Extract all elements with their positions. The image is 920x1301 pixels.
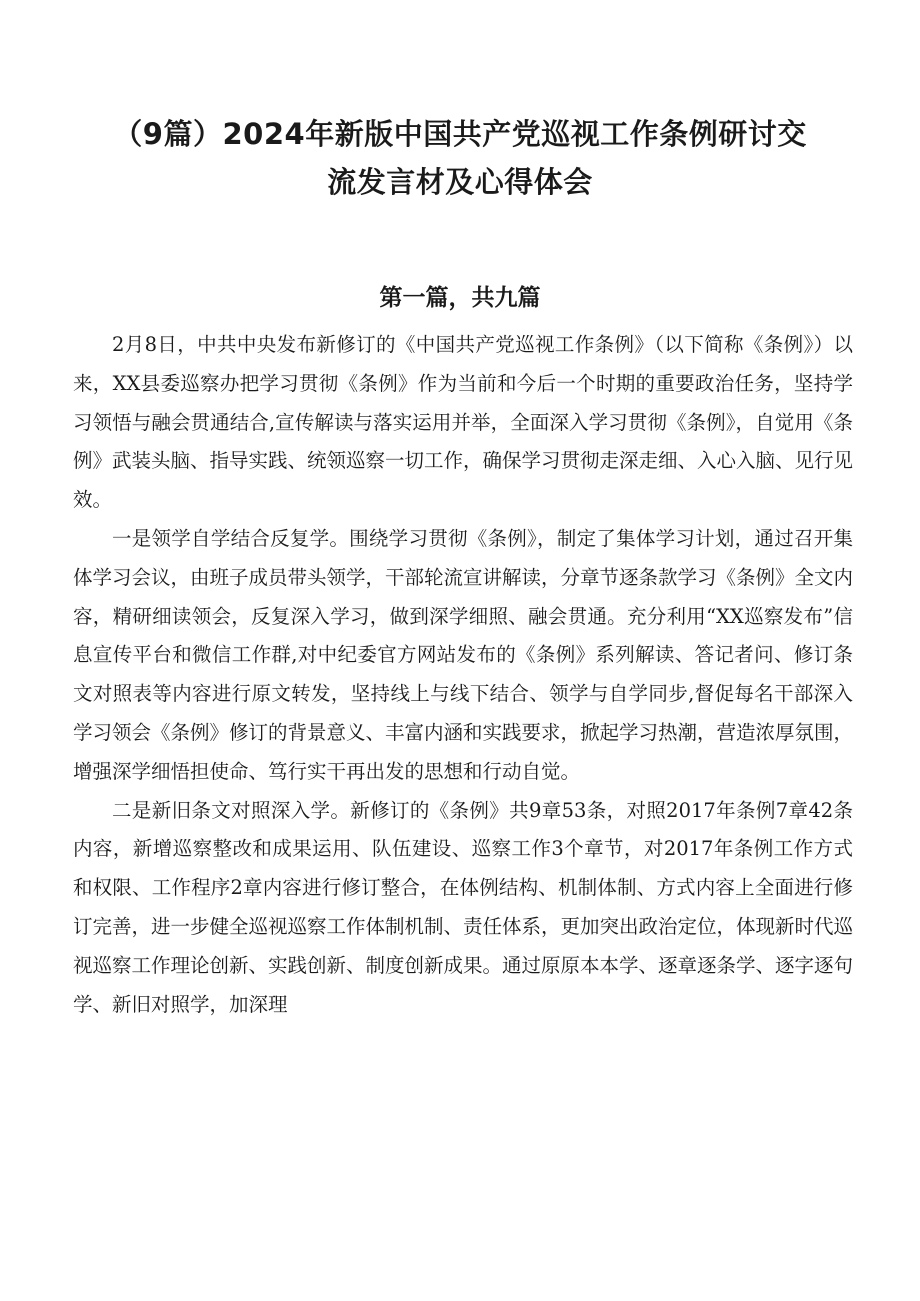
paragraph-point-one: 一是领学自学结合反复学。围绕学习贯彻《条例》，制定了集体学习计划，通过召开集体学习会议，由班子成员带头领学，干部轮流宣讲解读，分章节逐条款学习《条例》全文内容，精研细读领会，反复深入学习，做到深学细照、融会贯通。充分利用“XX巡察发布”信息宣传平台和微信工作群,对中纪委官方网站发布的《条例》系列解读、答记者问、修订条文对照表等内容进行原文转发，坚持线上与线下结合、领学与自学同步,督促每名干部深入学习领会《条例》修订的背景意义、丰富内涵和实践要求，掀起学习热潮，营造浓厚氛围，增强深学细悟担使命、笃行实干再出发的思想和行动自觉。	[73, 526, 854, 783]
document-title	[70, 110, 850, 206]
document-body	[73, 326, 853, 1024]
section-heading: 第一篇，共九篇	[379, 285, 541, 311]
document-title-line-1: （9篇）2024年新版中国共产党巡视工作条例研讨交	[113, 117, 807, 151]
document-title-line-2: 流发言材及心得体会	[327, 165, 593, 199]
paragraph-point-two: 二是新旧条文对照深入学。新修订的《条例》共9章53条，对照2017年条例7章42条内容，新增巡察整改和成果运用、队伍建设、巡察工作3个章节，对2017年条例工作方式和权限、工作程序2章内容进行修订整合，在体例结构、机制体制、方式内容上全面进行修订完善，进一步健全巡视巡察工作体制机制、责任体系，更加突出政治定位，体现新时代巡视巡察工作理论创新、实践创新、制度创新成果。通过原原本本学、逐章逐条学、逐字逐句学、新旧对照学，加深理	[73, 798, 854, 1016]
paragraph-intro: 2月8日，中共中央发布新修订的《中国共产党巡视工作条例》（以下简称《条例》）以来，XX县委巡察办把学习贯彻《条例》作为当前和今后一个时期的重要政治任务，坚持学习领悟与融会贯通结合,宣传解读与落实运用并举，全面深入学习贯彻《条例》，自觉用《条例》武装头脑、指导实践、统领巡察一切工作，确保学习贯彻走深走细、入心入脑、见行见效。	[73, 333, 854, 512]
